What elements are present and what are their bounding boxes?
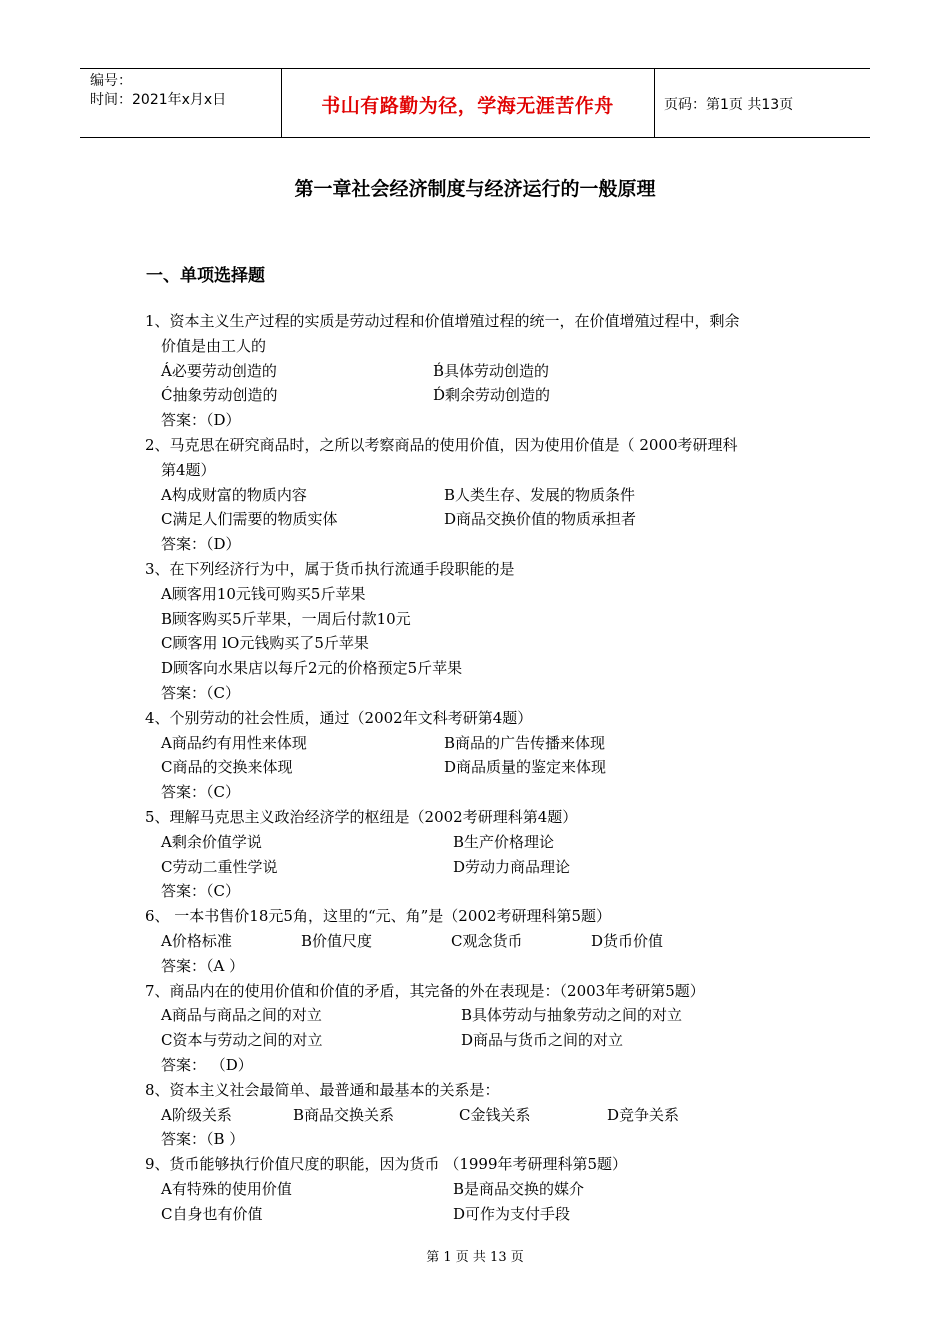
answer-option: B人类生存、发展的物质条件 (444, 485, 636, 504)
question-stem: 6、 一本书售价18元5角，这里的“元、角”是（2002考研理科第5题） (145, 907, 611, 926)
question-stem: 9、货币能够执行价值尺度的职能，因为货币 （1999年考研理科第5题） (145, 1155, 628, 1174)
chapter-title: 第一章社会经济制度与经济运行的一般原理 (294, 178, 656, 200)
answer-option: A商品约有用性来体现 (161, 733, 307, 752)
answer-option: A阶级关系 (161, 1105, 232, 1124)
answer-option: A价格标准 (161, 931, 232, 950)
option-row (145, 1202, 825, 1227)
question-stem: 3、在下列经济行为中，属于货币执行流通手段职能的是 (145, 559, 515, 578)
answer-text: 答案：（D） (161, 411, 241, 430)
answer-text: 答案：（A ） (161, 956, 245, 975)
option-row (145, 656, 825, 681)
answer-text: 答案：（C） (161, 783, 240, 802)
answer-option: D商品与货币之间的对立 (461, 1031, 624, 1050)
question-stem: 1、资本主义生产过程的实质是劳动过程和价值增殖过程的统一，在价值增殖过程中，剩余 (145, 312, 740, 330)
option-row (145, 1177, 825, 1202)
answer-option: D商品质量的鉴定来体现 (444, 758, 607, 777)
answer-option: B具体劳动与抽象劳动之间的对立 (461, 1006, 683, 1025)
option-row (145, 582, 825, 607)
header-motto: 书山有路勤为径，学海无涯苦作舟 (321, 95, 614, 117)
option-row (145, 483, 825, 508)
answer-option: B́具体劳动创造的 (433, 361, 550, 380)
question-item (145, 557, 825, 706)
option-row (145, 1003, 825, 1028)
option-row (145, 1103, 825, 1128)
question-stem: 第4题） (161, 460, 216, 479)
answer-option: A有特殊的使用价值 (161, 1179, 292, 1198)
option-row (145, 929, 825, 954)
question-item (145, 433, 825, 557)
question-item (145, 805, 825, 904)
question-item (145, 904, 825, 978)
answer-option: C满足人们需要的物质实体 (161, 510, 338, 529)
answer-option: D顾客向水果店以每斤2元的价格预定5斤苹果 (161, 659, 463, 678)
answer-text: 答案：（B ） (161, 1130, 245, 1149)
page-header (80, 68, 870, 138)
option-row (145, 855, 825, 880)
answer-option: D货币价值 (591, 931, 664, 950)
question-stem: 5、理解马克思主义政治经济学的枢纽是（2002考研理科第4题） (145, 807, 578, 826)
answer-option: D竞争关系 (607, 1105, 680, 1124)
option-row (145, 383, 825, 408)
answer-option: C金钱关系 (459, 1105, 531, 1124)
answer-text: 答案： （D） (161, 1055, 253, 1074)
answer-option: C自身也有价值 (161, 1204, 263, 1223)
question-item (145, 706, 825, 805)
answer-option: D商品交换价值的物质承担者 (444, 510, 637, 529)
answer-option: D劳动力商品理论 (453, 857, 571, 876)
serial-label: 编号： (90, 73, 132, 89)
option-row (145, 755, 825, 780)
answer-option: A构成财富的物质内容 (161, 485, 307, 504)
answer-option: Ć抽象劳动创造的 (161, 386, 278, 405)
answer-option: A剩余价值学说 (161, 832, 262, 851)
option-row (145, 1028, 825, 1053)
answer-option: B商品交换关系 (293, 1105, 395, 1124)
option-row (145, 359, 825, 384)
answer-option: C顾客用 lO元钱购买了5斤苹果 (161, 634, 369, 653)
question-stem: 2、马克思在研究商品时，之所以考察商品的使用价值，因为使用价值是（ 2000考研理科 (145, 435, 738, 454)
question-stem: 价值是由工人的 (161, 336, 267, 355)
answer-option: A商品与商品之间的对立 (161, 1006, 322, 1025)
answer-text: 答案：（D） (161, 535, 241, 554)
answer-option: Á必要劳动创造的 (161, 361, 277, 380)
question-item (145, 979, 825, 1078)
answer-text: 答案：（C） (161, 882, 240, 901)
answer-option: A顾客用10元钱可购买5斤苹果 (161, 584, 366, 603)
question-stem: 8、资本主义社会最简单、最普通和最基本的关系是： (145, 1080, 500, 1099)
answer-option: C劳动二重性学说 (161, 857, 278, 876)
answer-option: D́剩余劳动创造的 (433, 386, 551, 405)
answer-option: B生产价格理论 (453, 832, 555, 851)
answer-option: C观念货币 (451, 931, 523, 950)
question-item (145, 1078, 825, 1152)
option-row (145, 507, 825, 532)
question-stem: 7、商品内在的使用价值和价值的矛盾，其完备的外在表现是：（2003年考研第5题） (145, 981, 705, 1000)
answer-option: B价值尺度 (301, 931, 373, 950)
question-stem: 4、个别劳动的社会性质，通过（2002年文科考研第4题） (145, 708, 533, 727)
option-row (145, 631, 825, 656)
option-row (145, 830, 825, 855)
time-label: 时间：2021年x月x日 (90, 92, 227, 108)
option-row (145, 731, 825, 756)
header-page-number: 页码：第1页 共13页 (664, 97, 794, 113)
answer-option: C资本与劳动之间的对立 (161, 1031, 323, 1050)
answer-option: B是商品交换的媒介 (453, 1179, 585, 1198)
question-item (145, 1152, 825, 1226)
option-row (145, 607, 825, 632)
page-footer: 第 1 页 共 13 页 (426, 1250, 524, 1265)
question-item (145, 309, 825, 433)
header-divider (654, 69, 655, 137)
header-meta (90, 72, 226, 110)
answer-option: D可作为支付手段 (453, 1204, 571, 1223)
answer-text: 答案：（C） (161, 683, 240, 702)
question-list (145, 309, 825, 1226)
answer-option: B商品的广告传播来体现 (444, 733, 606, 752)
answer-option: C商品的交换来体现 (161, 758, 293, 777)
section-heading: 一、单项选择题 (146, 266, 265, 286)
answer-option: B顾客购买5斤苹果，一周后付款10元 (161, 609, 411, 628)
